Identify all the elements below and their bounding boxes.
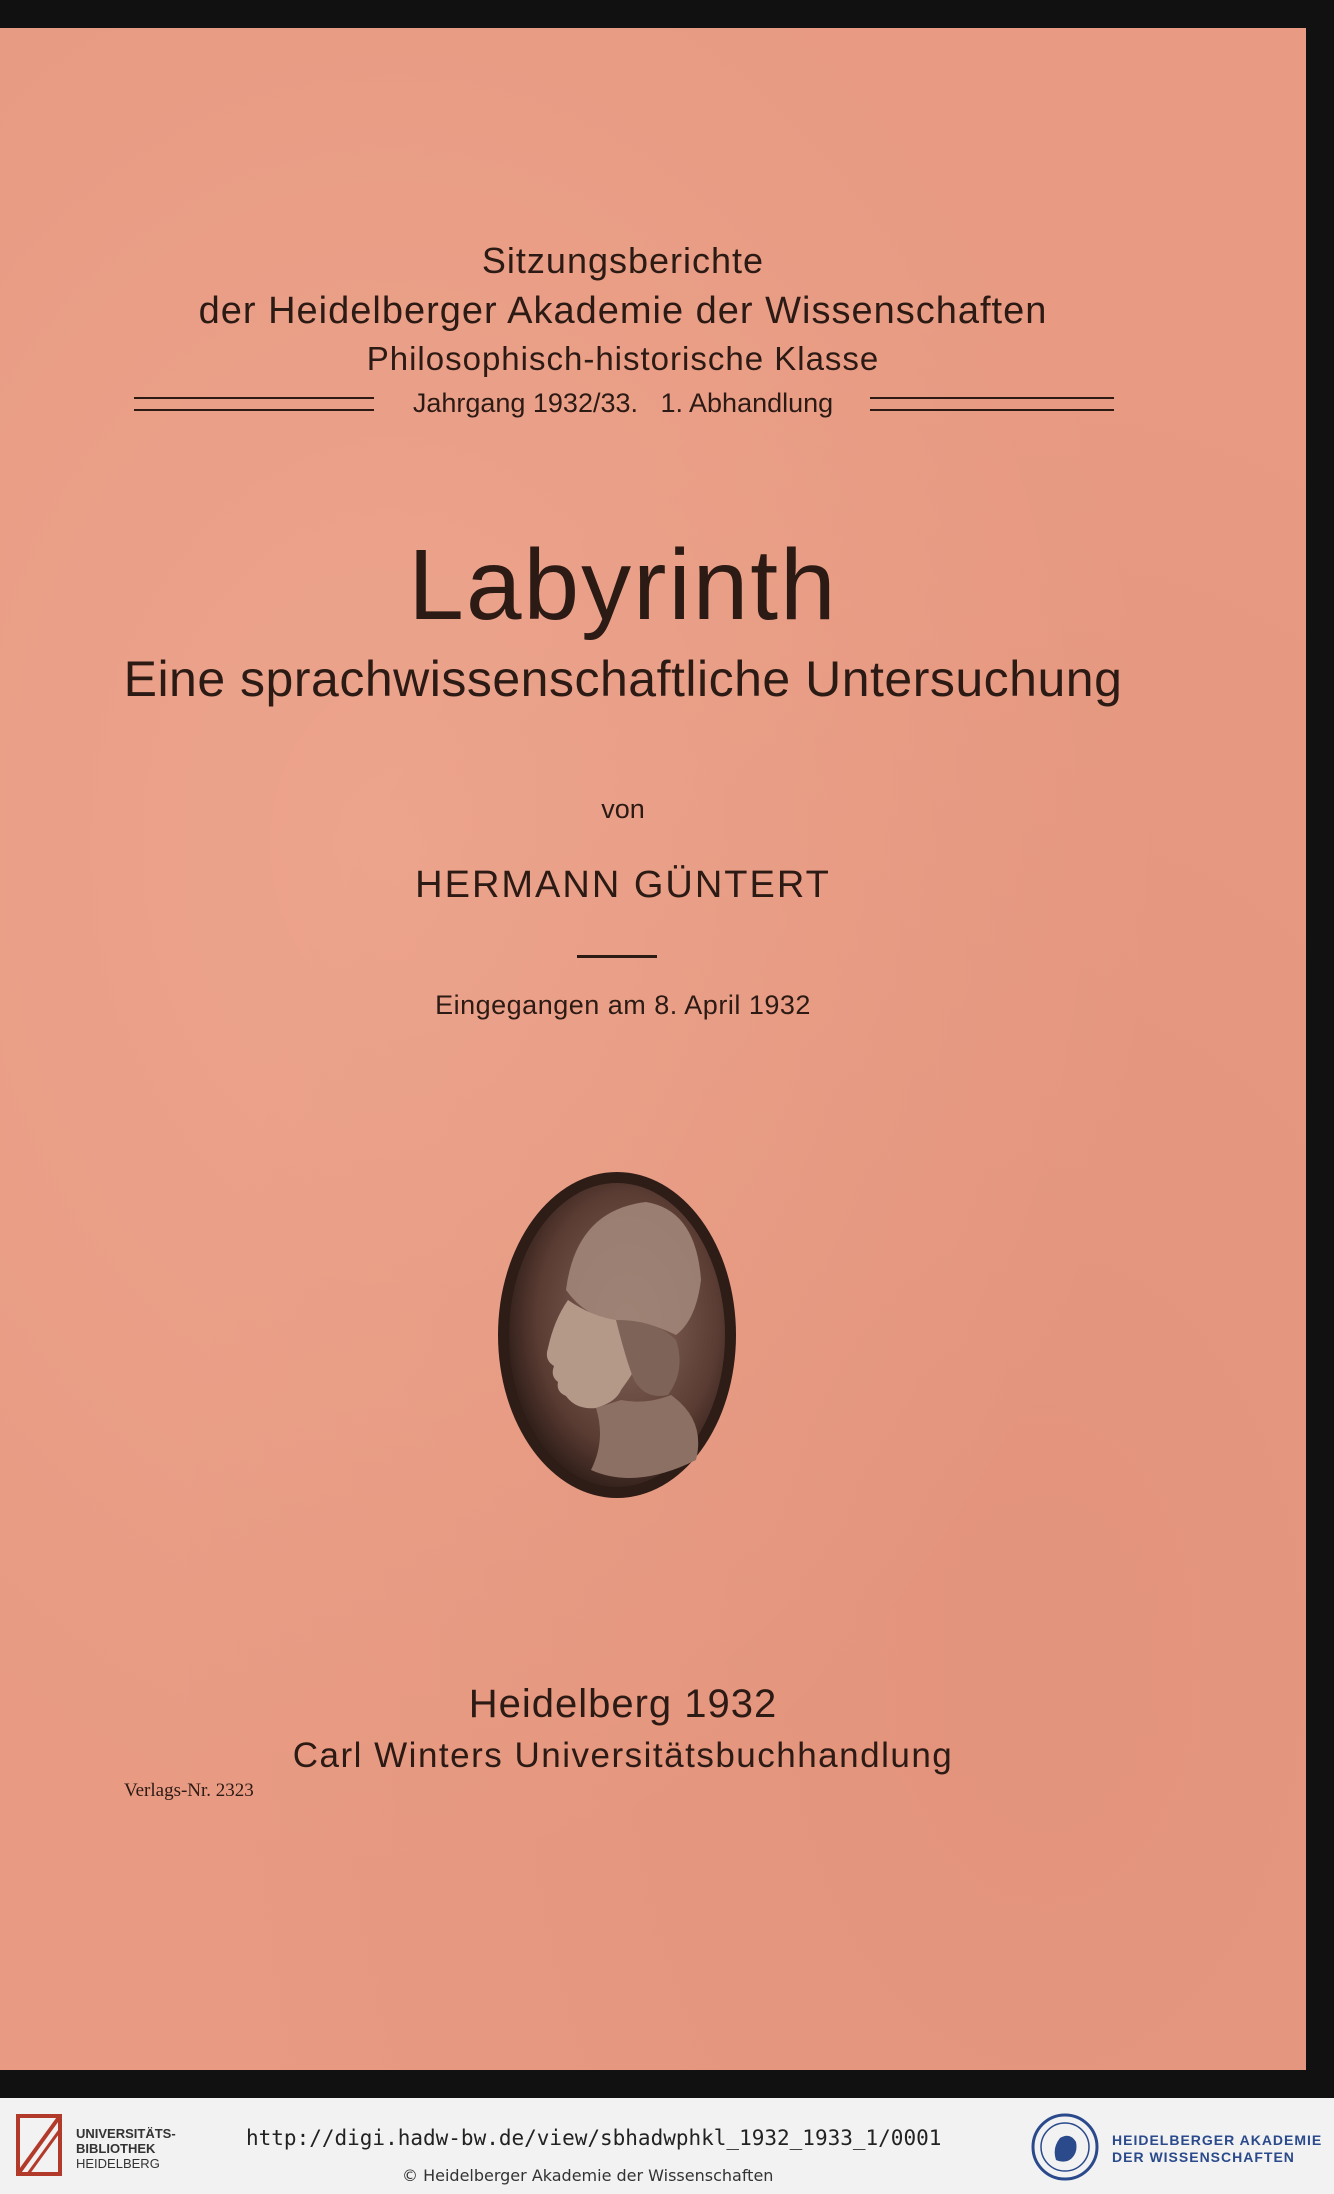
series-class: Philosophisch-historische Klasse: [366, 340, 880, 377]
publisher: Carl Winters Universitätsbuchhandlung: [292, 1736, 954, 1775]
scanned-title-page: [0, 28, 1306, 2070]
received-date: Eingegangen am 8. April 1932: [435, 990, 811, 1020]
volume-line: Jahrgang 1932/33. 1. Abhandlung: [412, 388, 834, 418]
double-rule-right: [870, 397, 1114, 411]
place-year: Heidelberg 1932: [468, 1682, 778, 1726]
author-name: HERMANN GÜNTERT: [415, 864, 831, 906]
academy-seal-icon[interactable]: [1030, 2112, 1100, 2182]
series-title: Sitzungsberichte: [481, 240, 765, 281]
cameo-portrait-image: [496, 1170, 738, 1500]
university-library-name: UNIVERSITÄTS- BIBLIOTHEK HEIDELBERG: [76, 2126, 176, 2171]
book-subtitle: Eine sprachwissenschaftliche Untersuchung: [123, 651, 1123, 707]
book-title: Labyrinth: [408, 529, 838, 641]
verlag-number: Verlags-Nr. 2323: [124, 1780, 254, 1801]
academy-name: HEIDELBERGER AKADEMIE DER WISSENSCHAFTEN: [1112, 2132, 1323, 2165]
university-library-logo-icon[interactable]: [14, 2108, 64, 2182]
permalink-url[interactable]: http://digi.hadw-bw.de/view/sbhadwphkl_1932_1933_1/0001: [246, 2126, 942, 2150]
short-divider: [577, 955, 657, 958]
byline: von: [601, 794, 645, 824]
viewer-footer: [0, 2098, 1334, 2194]
series-academy: der Heidelberger Akademie der Wissenschaften: [198, 290, 1048, 332]
copyright-notice: © Heidelberger Akademie der Wissenschaften: [402, 2166, 774, 2185]
